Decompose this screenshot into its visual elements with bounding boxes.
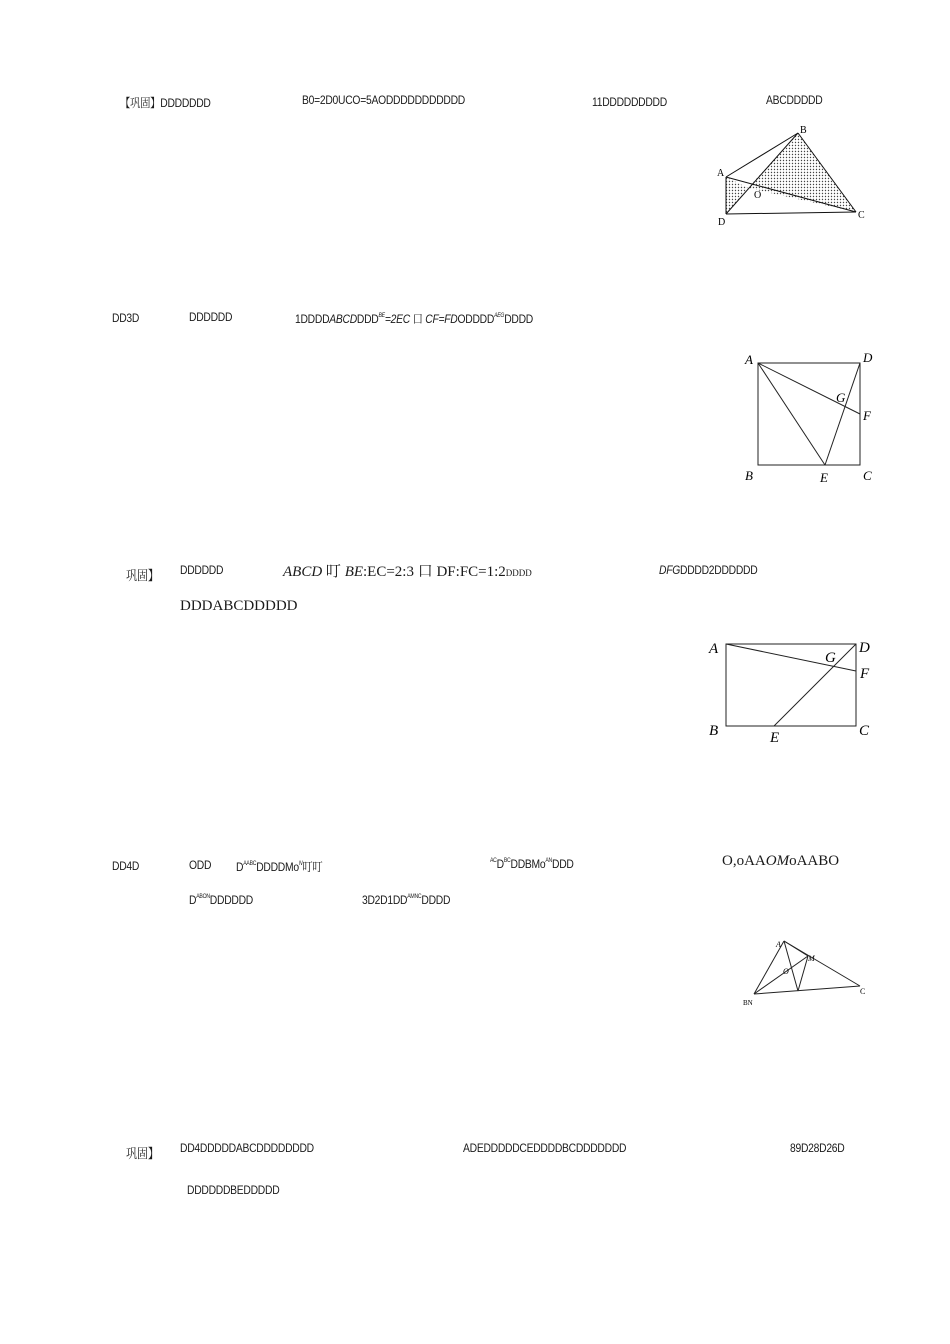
fig2-label-d: D — [863, 350, 873, 365]
fig2-label-c: C — [863, 468, 872, 483]
block1-label: 【巩固】DDDDDDD — [120, 96, 211, 110]
fig4-label-bn: BN — [743, 999, 753, 1007]
block4-text-f: $3D2D1DD^{AMNC}DDDD$ — [362, 893, 451, 907]
block5-label: 巩固】 — [126, 1146, 159, 1161]
fig3-label-e: E — [770, 730, 780, 746]
fig3-label-b: B — [709, 723, 719, 739]
fig2-label-a: A — [745, 352, 753, 367]
block1-text-c: ABCDDDDD — [766, 93, 823, 107]
fig3-label-c: C — [859, 723, 870, 739]
block4-label: DD4D — [112, 859, 140, 873]
block3-label: 巩固】 — [126, 568, 159, 583]
figure-triangle-abc-mn — [738, 934, 878, 1010]
fig2-label-b: B — [745, 468, 753, 483]
block3-text-c: DFGDDDD2DDDDDD — [659, 563, 758, 577]
block5-text-a: DD4DDDDDABCDDDDDDDD — [180, 1141, 314, 1155]
block5-text-d: DDDDDDBEDDDDD — [187, 1183, 280, 1197]
fig3-label-g: G — [825, 650, 836, 666]
block2-text-a: DDDDDD — [189, 310, 233, 324]
fig3-label-f: F — [860, 666, 870, 682]
block3-text-b: ABCD 叮 BE:EC=2:3 口 DF:FC=1:2DDDD — [283, 564, 532, 580]
block5-text-b: ADEDDDDDCEDDDDBCDDDDDDD — [463, 1141, 627, 1155]
block2-text-b: $1DDDDABCDDDD^{BE}=2EC$ 口 $CF=FDODDDD^{AEG}DDDD$ — [295, 312, 533, 326]
fig4-label-o: O — [783, 967, 789, 976]
figure-trapezoid-shaded — [710, 120, 880, 230]
block4-text-a: ODD — [189, 858, 212, 872]
fig4-label-m: M — [808, 954, 815, 963]
fig2-label-e: E — [820, 470, 828, 485]
fig3-label-d: D — [859, 640, 870, 656]
block4-text-d: O,oAAOMoAABO — [722, 853, 840, 869]
block1-text-b: 11DDDDDDDDD — [592, 95, 667, 109]
fig1-label-b: B — [800, 125, 807, 136]
fig1-label-o: O — [754, 190, 762, 201]
figure-square-aeg — [738, 348, 878, 488]
fig4-label-c: C — [860, 987, 866, 996]
fig1-label-a: A — [717, 168, 725, 179]
figure-rectangle-dfg — [700, 632, 880, 746]
block3-text-d: DDDABCDDDDD — [180, 598, 298, 614]
block3-text-a: DDDDDD — [180, 563, 224, 577]
block4-text-e: $D^{ABON}DDDDDD$ — [189, 893, 253, 907]
block4-text-c: $^{AC}D^{BC}DDBMo^{AN}DDD$ — [490, 857, 574, 871]
block4-text-b: $D^{AABC}DDDDMo^N$叮叮 — [236, 860, 323, 874]
fig4-label-a: A — [776, 940, 781, 949]
fig2-label-g: G — [836, 390, 846, 405]
block5-text-c: 89D28D26D — [790, 1141, 845, 1155]
fig1-label-c: C — [858, 210, 865, 221]
fig3-label-a: A — [709, 641, 719, 657]
fig2-label-f: F — [863, 408, 871, 423]
block1-text-a: B0=2D0UCO=5AODDDDDDDDDDD — [302, 93, 465, 107]
block2-label: DD3D — [112, 311, 140, 325]
fig1-label-d: D — [718, 217, 726, 228]
